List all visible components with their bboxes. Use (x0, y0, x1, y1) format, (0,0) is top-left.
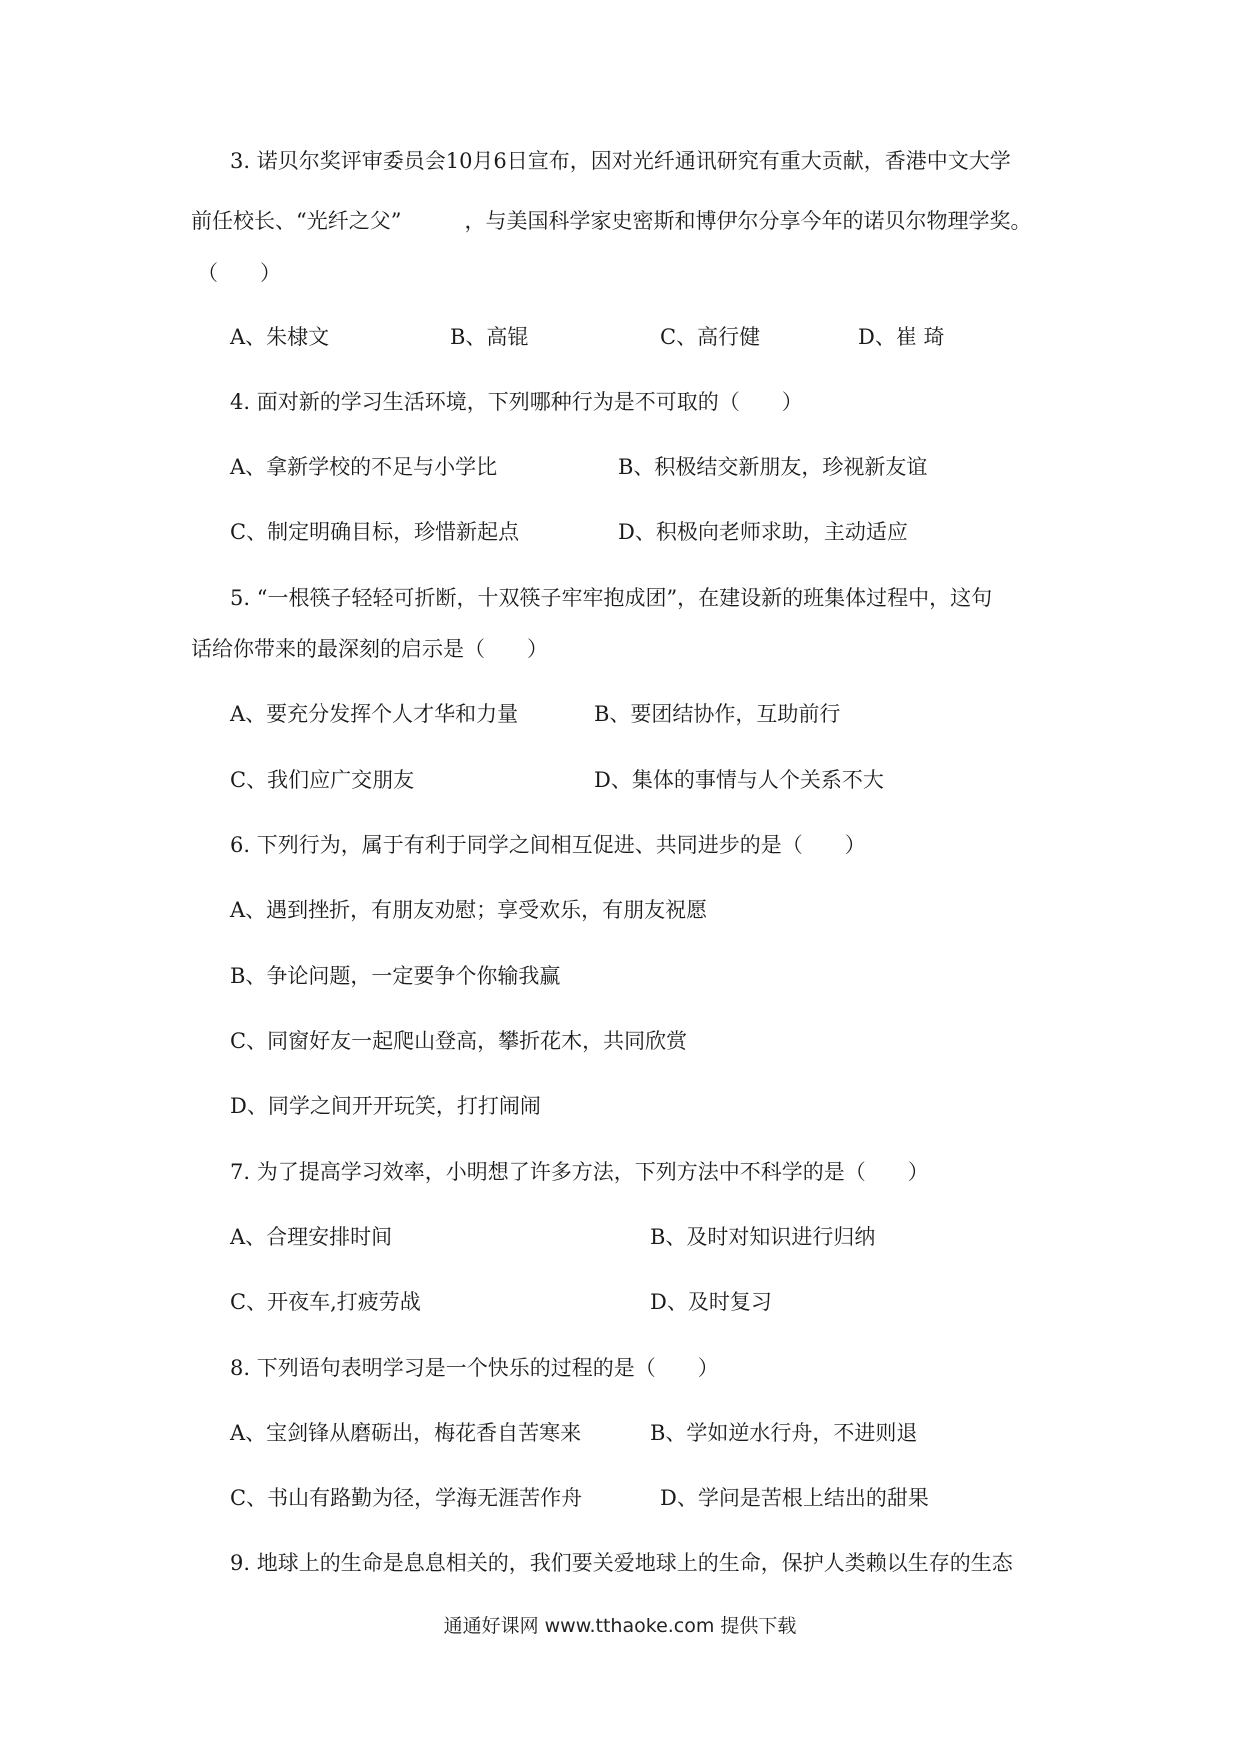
question-3-stem-line-1: 3. 诺贝尔奖评审委员会10月6日宣布，因对光纤通讯研究有重大贡献，香港中文大学 (230, 149, 1011, 173)
question-3-option-d: D、崔 琦 (858, 325, 945, 349)
question-7-option-b: B、及时对知识进行归纳 (650, 1225, 876, 1249)
question-6-option-b: B、争论问题，一定要争个你输我赢 (230, 964, 561, 988)
question-3-option-b: B、高锟 (450, 325, 529, 349)
question-4-option-a: A、拿新学校的不足与小学比 (230, 455, 498, 479)
question-5-option-b: B、要团结协作，互助前行 (594, 702, 841, 726)
question-4-stem: 4. 面对新的学习生活环境，下列哪种行为是不可取的（ ） (230, 390, 803, 414)
question-3-stem-line-2: 前任校长、“光纤之父” ，与美国科学家史密斯和博伊尔分享今年的诺贝尔物理学奖。 (191, 209, 1032, 233)
question-9-stem: 9. 地球上的生命是息息相关的，我们要关爱地球上的生命，保护人类赖以生存的生态 (230, 1551, 1013, 1575)
question-6-stem: 6. 下列行为，属于有利于同学之间相互促进、共同进步的是（ ） (230, 833, 866, 857)
question-5-option-a: A、要充分发挥个人才华和力量 (230, 702, 519, 726)
question-7-option-a: A、合理安排时间 (230, 1225, 393, 1249)
question-3-option-a: A、朱棣文 (230, 325, 330, 349)
question-7-option-c: C、开夜车,打疲劳战 (230, 1290, 421, 1314)
question-3-answer-blank: （ ） (197, 261, 281, 285)
question-8-option-b: B、学如逆水行舟，不进则退 (650, 1421, 918, 1445)
question-3-option-c: C、高行健 (660, 325, 761, 349)
question-8-option-d: D、学问是苦根上结出的甜果 (660, 1486, 929, 1510)
question-8-stem: 8. 下列语句表明学习是一个快乐的过程的是（ ） (230, 1356, 719, 1380)
page-footer: 通通好课网 www.tthaoke.com 提供下载 (443, 1615, 797, 1637)
question-6-option-a: A、遇到挫折，有朋友劝慰；享受欢乐，有朋友祝愿 (230, 898, 708, 922)
question-4-option-b: B、积极结交新朋友，珍视新友谊 (618, 455, 928, 479)
question-5-option-d: D、集体的事情与人个关系不大 (594, 768, 884, 792)
question-4-option-d: D、积极向老师求助，主动适应 (618, 520, 908, 544)
question-6-option-c: C、同窗好友一起爬山登高，攀折花木，共同欣赏 (230, 1029, 688, 1053)
question-6-option-d: D、同学之间开开玩笑，打打闹闹 (230, 1094, 541, 1118)
question-5-stem-line-2: 话给你带来的最深刻的启示是（ ） (191, 637, 548, 661)
question-4-option-c: C、制定明确目标，珍惜新起点 (230, 520, 520, 544)
question-5-stem-line-1: 5. “一根筷子轻轻可折断，十双筷子牢牢抱成团”，在建设新的班集体过程中，这句 (230, 586, 993, 610)
question-8-option-a: A、宝剑锋从磨砺出，梅花香自苦寒来 (230, 1421, 582, 1445)
question-5-option-c: C、我们应广交朋友 (230, 768, 415, 792)
question-8-option-c: C、书山有路勤为径，学海无涯苦作舟 (230, 1486, 583, 1510)
question-7-option-d: D、及时复习 (650, 1290, 772, 1314)
question-7-stem: 7. 为了提高学习效率，小明想了许多方法，下列方法中不科学的是（ ） (230, 1160, 929, 1184)
